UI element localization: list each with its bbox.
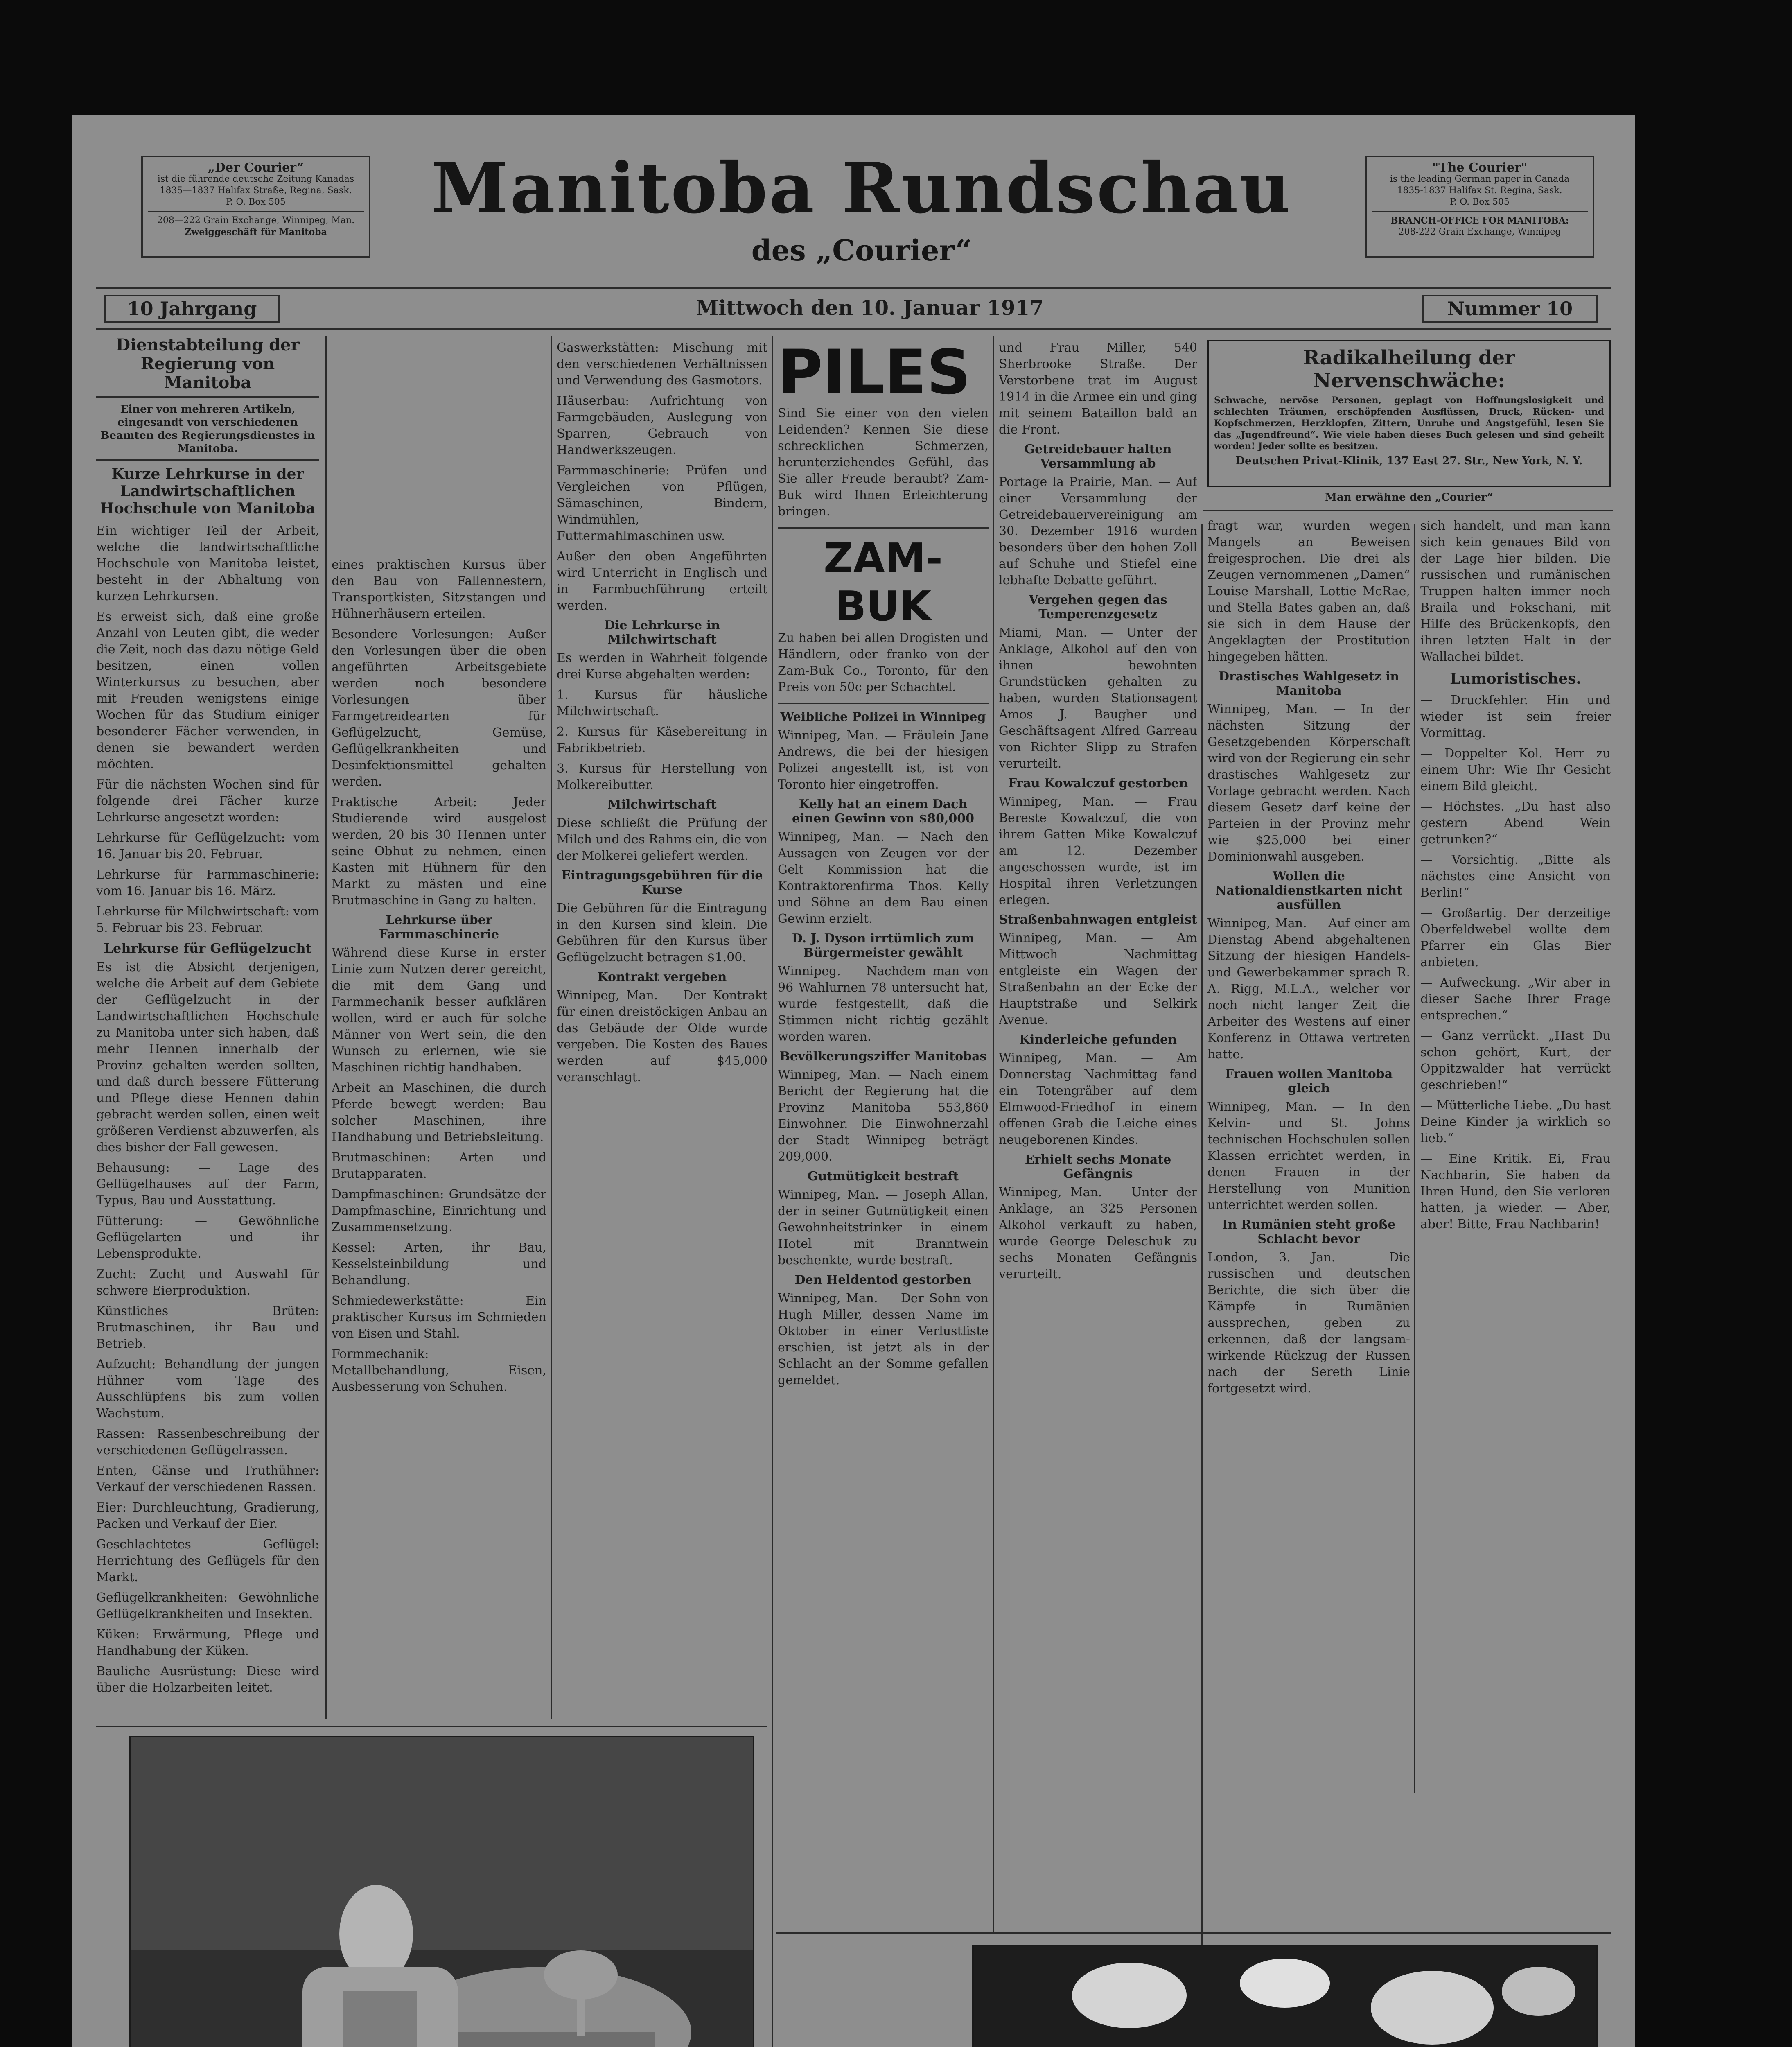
left-box-name: „Der Courier“ — [208, 160, 304, 175]
course-item: Formmechanik: Metallbehandlung, Eisen, Ausbesserung von Schuhen. — [332, 1347, 546, 1394]
ad-text: Schwache, nervöse Personen, geplagt von Hoffnungslosigkeit und schlechten Träumen, erschöpfenden Ausflüssen, Druck, Rücken- und Kopfschmerzen, Herzklopfen, Zittern, Unruhe und Angstgefühl, lesen Sie das „Jugendfreund“. Wie viele haben dieses Buch gelesen und sind geheilt worden! Jeder sollte es besitzen. — [1214, 395, 1604, 452]
section-heading: Kinderleiche gefunden — [1019, 1033, 1177, 1047]
piles-text: Sind Sie einer von den vielen Leidenden? Kennen Sie diese schrecklichen Schmerzen, herunterziehendes Gefühl, das Sie aller Freude beraubt? Zam-Buk wird Ihnen Erleichterung bringen. — [778, 406, 989, 519]
left-box-branch: 208—222 Grain Exchange, Winnipeg, Man. — [157, 215, 355, 226]
article-paragraph: London, 3. Jan. — Die russischen und deutschen Berichte, die sich über die Kämpfe in Rumänien aussprechen, geben zu erkennen, daß der langsam-wirkende Rückzug der Russen nach der Sereth Linie fortgesetzt wird. — [1207, 1250, 1410, 1396]
article-paragraph: Winnipeg, Man. — Am Donnerstag Nachmittag fand ein Totengräber auf dem Elmwood-Friedhof in einem offenen Grab die Leiche eines neugeborenen Kindes. — [999, 1051, 1197, 1147]
article-paragraph: Lehrkurse für Geflügelzucht: vom 16. Januar bis 20. Februar. — [96, 831, 319, 861]
section-heading: Kontrakt vergeben — [597, 970, 727, 984]
article-paragraph: Lehrkurse für Farmmaschinerie: vom 16. Januar bis 16. März. — [96, 868, 319, 898]
article-paragraph: Es ist die Absicht derjenigen, welche die Arbeit auf dem Gebiete der Geflügelzucht in der Landwirtschaftlichen Hochschule zu Manitoba unter sich haben, daß mehr Hennen innerhalb der Provinz gehalten werden sollten, und daß durch bessere Fütterung und Pflege diese Hennen dahin gebracht werden sollen, einen weit größeren Verdienst abzuwerfen, als dies bisher der Fall gewesen. — [96, 960, 319, 1155]
section-heading: Vergehen gegen das Temperenzgesetz — [1029, 593, 1167, 621]
left-box-line: ist die führende deutsche Zeitung Kanadas — [157, 174, 354, 184]
article-paragraph: Winnipeg, Man. — In den Kelvin- und St. Johns technischen Hochschulen sollen Klassen errichtet werden, in denen Frauen in der Herstellung von Munition unterrichtet werden sollen. — [1207, 1100, 1410, 1212]
photo-rule — [776, 1932, 1611, 1934]
section-heading: Lehrkurse über Farmmaschinerie — [379, 913, 499, 942]
ludendorff-photo-image — [131, 1737, 753, 2047]
night-visit-photo-image — [974, 1946, 1596, 2047]
list-item: 2. Kursus für Käsebereitung in Fabrikbetrieb. — [557, 725, 767, 755]
joke-item: — Druckfehler. Hin und wieder ist sein freier Vormittag. — [1420, 693, 1611, 740]
course-item: Aufzucht: Behandlung der jungen Hühner vom Tage des Ausschlüpfens bis zum vollen Wachstum. — [96, 1357, 319, 1421]
column-6 — [1207, 518, 1410, 1787]
article-paragraph: und Frau Miller, 540 Sherbrooke Straße. Der Verstorbene trat im August 1914 in die Armee ein und ging mit seinem Bataillon bald an die Front. — [999, 341, 1197, 437]
dateline-date: Mittwoch den 10. Januar 1917 — [695, 296, 1044, 320]
masthead-subtitle: des „Courier“ — [751, 233, 972, 267]
joke-item: — Ganz verrückt. „Hast Du schon gehört, Kurt, der Oppitzwalder hat verrückt geschrieben!“ — [1420, 1029, 1611, 1092]
masthead-title: Manitoba Rundschau — [431, 147, 1292, 229]
section-heading: Den Heldentod gestorben — [794, 1273, 972, 1287]
article-paragraph: fragt war, wurden wegen Mangels an Beweisen freigesprochen. Die drei als Zeugen vernommenen „Damen“ Louise Marshall, Lottie McRae, und Stella Bates gaben an, daß sie sich in dem Hause der Angeklagten der Prostitution hingegeben hätten. — [1207, 519, 1410, 664]
joke-item: — Großartig. Der derzeitige Oberfeldwebel wollte dem Pfarrer ein Glas Bier anbieten. — [1420, 906, 1611, 969]
section-heading: In Rumänien steht große Schlacht bevor — [1222, 1218, 1396, 1246]
article-paragraph: Farmmaschinerie: Prüfen und Vergleichen von Pflügen, Sämaschinen, Bindern, Windmühlen, Futtermahlmaschinen usw. — [557, 463, 767, 543]
ad-footer: Man erwähne den „Courier“ — [1325, 491, 1493, 504]
section-heading: Frauen wollen Manitoba gleich — [1225, 1067, 1393, 1096]
photo-rule — [96, 1726, 767, 1727]
dateline-rule-bottom — [96, 328, 1611, 330]
column-5 — [999, 340, 1197, 1732]
article-paragraph: Portage la Prairie, Man. — Auf einer Versammlung der Getreidebauervereinigung am 30. Dezember 1916 wurden besonders über den hohen Zoll auf Schuhe und Stiefel eine lebhafte Debatte geführt. — [999, 475, 1197, 587]
column-divider — [772, 336, 773, 2047]
article-paragraph: Winnipeg. — Nachdem man von 96 Wahlurnen 78 untersucht hat, wurde festgestellt, daß die Stimmen nicht richtig gezählt worden waren. — [778, 964, 989, 1044]
course-item: Brutmaschinen: Arten und Brutapparaten. — [332, 1150, 546, 1181]
column-divider — [1414, 524, 1415, 1793]
left-box-branch-label: Zweiggeschäft für Manitoba — [185, 227, 327, 237]
joke-item: — Mütterliche Liebe. „Du hast Deine Kinder ja wirklich so lieb.“ — [1420, 1098, 1611, 1146]
section-heading: Erhielt sechs Monate Gefängnis — [1025, 1152, 1171, 1181]
right-box-branch-label: BRANCH-OFFICE FOR MANITOBA: — [1390, 215, 1569, 226]
course-item: Enten, Gänse und Truthühner: Verkauf der verschiedenen Rassen. — [96, 1464, 319, 1494]
article-paragraph: Die Gebühren für die Eintragung in den Kursen sind klein. Die Gebühren für den Kursus über Geflügelzucht betragen $1.00. — [557, 901, 767, 965]
section-heading: Frau Kowalczuf gestorben — [1008, 776, 1188, 791]
course-item: Eier: Durchleuchtung, Gradierung, Packen und Verkauf der Eier. — [96, 1500, 319, 1531]
article-paragraph: Gaswerkstätten: Mischung mit den verschiedenen Verhältnissen und Verwendung des Gasmotors. — [557, 341, 767, 388]
article-paragraph: eines praktischen Kursus über den Bau von Fallennestern, Transportkisten, Sitzstangen und Hühnerhäusern erteilen. — [332, 558, 546, 621]
column-2 — [332, 557, 546, 1719]
zambuk-logo: ZAM-BUK — [824, 534, 943, 630]
joke-item: — Doppelter Kol. Herr zu einem Uhr: Wie Ihr Gesicht einem Bild gleicht. — [1420, 746, 1611, 793]
article-paragraph: Miami, Man. — Unter der Anklage, Alkohol auf den von ihnen bewohnten Grundstücken gehalten zu haben, wurden Stationsagent Amos J. Baugher und Geschäftsagent Alfred Garreau von Richter Slipp zu Strafen verurteilt. — [999, 626, 1197, 771]
right-box-branch: 208-222 Grain Exchange, Winnipeg — [1398, 227, 1561, 237]
ad-title: Radikalheilung der Nervenschwäche: — [1303, 346, 1515, 392]
ad-rule — [1203, 510, 1613, 511]
article-paragraph: Winnipeg, Man. — Joseph Allan, der in seiner Gutmütigkeit einen Gewohnheitstrinker in einem Hotel mit Branntwein beschenkte, wurde bestraft. — [778, 1188, 989, 1268]
article-paragraph: Lehrkurse für Milchwirtschaft: vom 5. Februar bis 23. Februar. — [96, 904, 319, 935]
article-paragraph: Winnipeg, Man. — Der Kontrakt für einen dreistöckigen Anbau an das Gebäude der Olde wurde vergeben. Die Kosten des Baues werden auf $45,000 veranschlagt. — [557, 988, 767, 1085]
section-heading: Weibliche Polizei in Winnipeg — [780, 710, 986, 724]
joke-item: — Eine Kritik. Ei, Frau Nachbarin, Sie haben da Ihren Hund, den Sie verloren hatten, ja wieder. — Aber, aber! Bitte, Frau Nachbarin! — [1420, 1152, 1611, 1231]
ad-address: Deutschen Privat-Klinik, 137 East 27. Str., New York, N. Y. — [1235, 455, 1583, 467]
night-visit-photo — [972, 1945, 1598, 2047]
article-paragraph: Winnipeg, Man. — Frau Bereste Kowalczuf, die von ihrem Gatten Mike Kowalczuf am 12. Dezember angeschossen wurde, ist im Hospital ihren Verletzungen erlegen. — [999, 795, 1197, 907]
right-box-line: is the leading German paper in Canada — [1390, 174, 1570, 184]
section-heading: Straßenbahnwagen entgleist — [999, 913, 1197, 927]
course-item: Arbeit an Maschinen, die durch Pferde bewegt werden: Bau solcher Maschinen, ihre Handhabung und Betriebsleitung. — [332, 1081, 546, 1144]
article-paragraph: Winnipeg, Man. — Unter der Anklage, an 325 Personen Alkohol verkauft zu haben, wurde George Deleschuk zu sechs Monaten Gefängnis verurteilt. — [999, 1185, 1197, 1281]
article-paragraph: Häuserbau: Aufrichtung von Farmgebäuden, Auslegung von Sparren, Gebrauch von Handwerkszeugen. — [557, 394, 767, 457]
zambuk-text: Zu haben bei allen Drogisten und Händlern, oder franko von der Zam-Buk Co., Toronto, für den Preis von 50c per Schachtel. — [778, 631, 989, 694]
course-item: Dampfmaschinen: Grundsätze der Dampfmaschine, Einrichtung und Zusammensetzung. — [332, 1187, 546, 1234]
article-paragraph: Winnipeg, Man. — Fräulein Jane Andrews, die bei der hiesigen Polizei angestellt ist, ist von Toronto hier eingetroffen. — [778, 728, 989, 792]
right-box-name: "The Courier" — [1432, 160, 1528, 175]
article-paragraph: Diese schließt die Prüfung der Milch und des Rahms ein, die von der Molkerei geliefert werden. — [557, 816, 767, 863]
section-heading: Kelly hat an einem Dach einen Gewinn von $80,000 — [792, 797, 975, 826]
ludendorff-photo — [129, 1736, 754, 2047]
article-paragraph: Außer den oben Angeführten wird Unterricht in Englisch und in Farmbuchführung erteilt werden. — [557, 549, 767, 613]
article-paragraph: sich handelt, und man kann sich kein genaues Bild von der Lage hier bilden. Die russischen und rumänischen Truppen halten immer noch Braila und Fokschani, mit Hilfe des Brückenkopfs, den ihren letzten Halt in der Wallachei bildet. — [1420, 519, 1611, 664]
course-item: Bauliche Ausrüstung: Diese wird über die Holzarbeiten leitet. — [96, 1664, 319, 1695]
column-divider — [1201, 524, 1203, 1957]
joke-item: — Vorsichtig. „Bitte als nächstes eine Ansicht von Berlin!“ — [1420, 853, 1611, 900]
dateline-number: Nummer 10 — [1422, 295, 1598, 323]
article-paragraph: Winnipeg, Man. — Der Sohn von Hugh Miller, dessen Name im Oktober in einer Verlustliste erschien, ist jetzt als in der Schlacht an der Somme gefallen gemeldet. — [778, 1291, 989, 1387]
newspaper-page — [72, 115, 1635, 2047]
course-item: Fütterung: — Gewöhnliche Geflügelarten und ihr Lebensprodukte. — [96, 1214, 319, 1261]
list-item: 3. Kursus für Herstellung von Molkereibutter. — [557, 761, 767, 792]
article-paragraph: Winnipeg, Man. — Am Mittwoch Nachmittag entgleiste ein Wagen der Straßenbahn an der Ecke der Hauptstraße und Selkirk Avenue. — [999, 931, 1197, 1027]
joke-item: — Aufweckung. „Wir aber in dieser Sache Ihrer Frage entsprechen.“ — [1420, 976, 1611, 1023]
piles-title: PILES — [778, 340, 971, 408]
masthead-left-box — [141, 156, 370, 258]
course-item: Kessel: Arten, ihr Bau, Kesselsteinbildung und Behandlung. — [332, 1240, 546, 1288]
article-paragraph: Winnipeg, Man. — Nach den Aussagen von Zeugen vor der Gelt Kommission hat die Kontraktorenfirma Thos. Kelly und Söhne an dem Bau einen Gewinn erzielt. — [778, 830, 989, 926]
course-item: Geschlachtetes Geflügel: Herrichtung des Geflügels für den Markt. — [96, 1537, 319, 1584]
section-heading: Wollen die Nationaldienstkarten nicht ausfüllen — [1215, 869, 1403, 912]
section-heading: Getreidebauer halten Versammlung ab — [1024, 442, 1172, 471]
piles-ad — [778, 340, 989, 529]
left-box-line: P. O. Box 505 — [226, 197, 286, 207]
section-heading: Lumoristisches. — [1450, 670, 1581, 687]
right-box-line: 1835-1837 Halifax St. Regina, Sask. — [1397, 185, 1562, 196]
column-divider — [325, 336, 327, 1719]
left-box-line: 1835—1837 Halifax Straße, Regina, Sask. — [160, 185, 352, 196]
course-item: Geflügelkrankheiten: Gewöhnliche Geflügelkrankheiten und Insekten. — [96, 1591, 319, 1621]
government-banner: Dienstabteilung der Regierung von Manitoba — [96, 336, 319, 398]
section-heading: Bevölkerungsziffer Manitobas — [779, 1049, 987, 1064]
course-item: Zucht: Zucht und Auswahl für schwere Eierproduktion. — [96, 1267, 319, 1298]
article-paragraph: Während diese Kurse in erster Linie zum Nutzen derer gereicht, die mit dem Gang und Farmmechanik besser aufklären wollen, wird er auch für solche Männer von Wert sein, die den Wunsch zu erlernen, wie sie Maschinen richtig handhaben. — [332, 946, 546, 1075]
article-paragraph: Winnipeg, Man. — Nach einem Bericht der Regierung hat die Provinz Manitoba 553,860 Einwohner. Die Einwohnerzahl der Stadt Winnipeg beträgt 209,000. — [778, 1068, 989, 1164]
right-box-line: P. O. Box 505 — [1450, 197, 1510, 207]
course-item: Rassen: Rassenbeschreibung der verschiedenen Geflügelrassen. — [96, 1427, 319, 1457]
article-paragraph: Es werden in Wahrheit folgende drei Kurse abgehalten werden: — [557, 651, 767, 682]
section-heading: Gutmütigkeit bestraft — [807, 1169, 959, 1184]
section-heading: Milchwirtschaft — [607, 798, 717, 812]
course-item: Küken: Erwärmung, Pflege und Handhabung der Küken. — [96, 1627, 319, 1658]
masthead-right-box — [1365, 156, 1594, 258]
column-1 — [96, 336, 319, 1719]
article-headline: Kurze Lehrkurse in der Landwirtschaftlichen Hochschule von Manitoba — [100, 465, 316, 517]
column-divider — [993, 336, 994, 1932]
list-item: 1. Kursus für häusliche Milchwirtschaft. — [557, 688, 767, 718]
column-3 — [557, 340, 767, 1719]
dateline-rule-top — [96, 287, 1611, 289]
section-heading: D. J. Dyson irrtümlich zum Bürgermeister gewählt — [792, 931, 975, 960]
article-paragraph: Winnipeg, Man. — Auf einer am Dienstag Abend abgehaltenen Sitzung der hiesigen Handels- und Gewerbekammer sprach R. A. Rigg, M.L.A., welcher vor noch nicht langer Zeit die Arbeiter des Westens auf einer Konferenz in Ottawa vertreten hatte. — [1207, 916, 1410, 1062]
article-paragraph: Für die nächsten Wochen sind für folgende drei Fächer kurze Lehrkurse angesetzt worden: — [96, 777, 319, 825]
course-item: Künstliches Brüten: Brutmaschinen, ihr Bau und Betrieb. — [96, 1304, 319, 1351]
banner-intro: Einer von mehreren Artikeln, eingesandt von verschiedenen Beamten des Regierungsdienstes in Manitoba. — [96, 403, 319, 461]
joke-item: — Höchstes. „Du hast also gestern Abend Wein getrunken?“ — [1420, 800, 1611, 847]
article-paragraph: Praktische Arbeit: Jeder Studierende wird ausgelost werden, 20 bis 30 Hennen unter seine Obhut zu nehmen, einen Kasten mit Hühnern für den Markt zu mästen und eine Brutmaschine in Gang zu halten. — [332, 795, 546, 908]
section-heading: Lehrkurse für Geflügelzucht — [104, 940, 312, 956]
column-7 — [1420, 518, 1611, 1787]
course-item: Schmiedewerkstätte: Ein praktischer Kursus im Schmieden von Eisen und Stahl. — [332, 1294, 546, 1341]
column-divider — [551, 336, 552, 1719]
article-paragraph: Winnipeg, Man. — In der nächsten Sitzung der Gesetzgebenden Körperschaft wird von der Regierung ein sehr drastisches Wahlgesetz zur Vorlage gebracht werden. Nach diesem Gesetz darf keine der Parteien in der Provinz mehr wie $25,000 bei einer Dominionwahl ausgeben. — [1207, 702, 1410, 864]
zambuk-ad — [778, 534, 989, 704]
section-heading: Die Lehrkurse in Milchwirtschaft — [604, 618, 720, 647]
course-item: Behausung: — Lage des Geflügelhauses auf der Farm, Typus, Bau und Ausstattung. — [96, 1161, 319, 1208]
article-paragraph: Besondere Vorlesungen: Außer den Vorlesungen über die oben angeführten Arbeitsgebiete werden noch besondere Vorlesungen über Farmgetreidearten für Geflügelzucht, Gemüse, Geflügelkrankheiten und Desinfektionsmittel gehalten werden. — [332, 627, 546, 789]
article-paragraph: Ein wichtiger Teil der Arbeit, welche die landwirtschaftliche Hochschule von Manitoba leistet, besteht in der Abhaltung von kurzen Lehrkursen. — [96, 524, 319, 603]
article-paragraph: Es erweist sich, daß eine große Anzahl von Leuten gibt, die weder die Zeit, noch das dazu nötige Geld besitzen, einen vollen Winterkursus zu besuchen, aber mit Freuden wenigstens einige Wochen für das Studium einiger besonderer Fächer verwenden, in denen sie bewandert werden möchten. — [96, 610, 319, 771]
column-4 — [778, 340, 989, 1928]
dateline-volume: 10 Jahrgang — [104, 295, 280, 323]
section-heading: Drastisches Wahlgesetz in Manitoba — [1218, 669, 1399, 698]
section-heading: Eintragungsgebühren für die Kurse — [561, 868, 763, 897]
nerve-weakness-ad — [1207, 340, 1611, 487]
